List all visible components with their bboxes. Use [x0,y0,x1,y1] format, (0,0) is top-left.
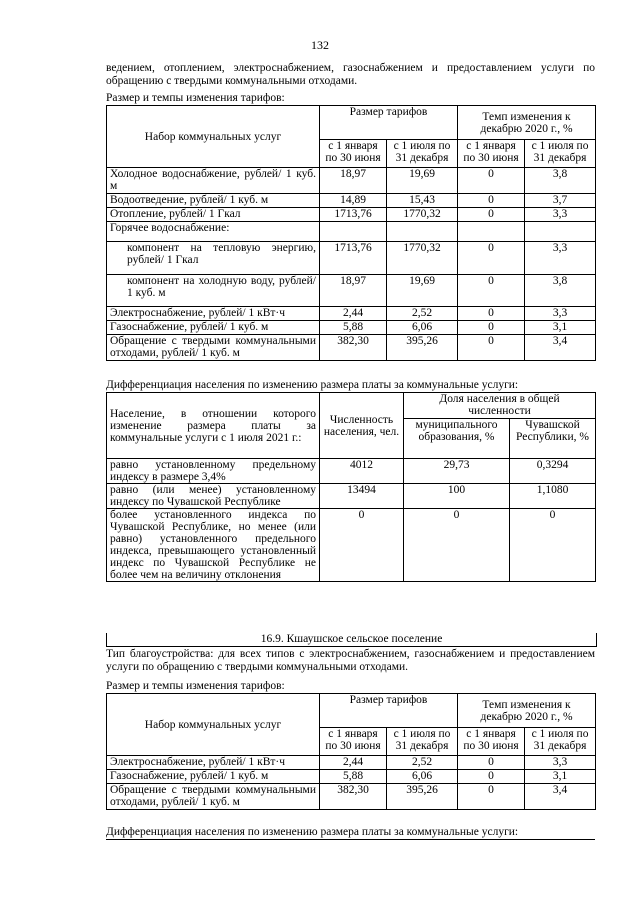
row-label: Обращение с твердыми коммунальными отходами, рублей/ 1 куб. м [107,335,320,361]
value-jan-jun: 5,88 [320,770,387,784]
rate-jul-dec: 3,1 [525,770,596,784]
row-label: Обращение с твердыми коммунальными отходами, рублей/ 1 куб. м [107,784,320,810]
row-label: Электроснабжение, рублей/ 1 кВт·ч [107,756,320,770]
rate-jan-jun: 0 [458,242,525,275]
rate-jan-jun: 0 [458,208,525,222]
table-row [107,242,596,275]
row-label: Горячее водоснабжение: [107,222,320,242]
table-row [107,509,596,582]
header-col3: с 1 января по 30 июня [458,728,525,756]
rate-jan-jun: 0 [458,321,525,335]
row-label: компонент на тепловую энергию, рублей/ 1 Гкал [107,242,320,275]
population-count: 0 [320,509,404,582]
value-jan-jun: 14,89 [320,194,387,208]
header-services: Набор коммунальных услуг [107,106,320,168]
header-col1: с 1 января по 30 июня [320,140,387,168]
header-col4: с 1 июля по 31 декабря [525,728,596,756]
table-row [107,275,596,307]
value-jan-jun: 1713,76 [320,242,387,275]
rate-jul-dec: 3,4 [525,335,596,361]
table-row [107,484,596,509]
value-jul-dec [387,222,458,242]
population-count: 13494 [320,484,404,509]
header-population: Население, в отношении которого изменение размера платы за коммунальные услуги с 1 июля 2021 г.: [107,393,320,459]
diff-table [106,392,596,582]
section-title: 16.9. Кшаушское сельское поселение [106,633,597,647]
rate-jul-dec [525,222,596,242]
table-row [107,784,596,810]
value-jul-dec: 1770,32 [387,208,458,222]
table-row [107,307,596,321]
rate-jan-jun: 0 [458,756,525,770]
value-jul-dec: 15,43 [387,194,458,208]
rate-jan-jun: 0 [458,770,525,784]
value-jul-dec: 1770,32 [387,242,458,275]
table-row [107,208,596,222]
header-republic: Чувашской Республики, % [510,419,596,459]
rate-jan-jun [458,222,525,242]
rate-jul-dec: 3,1 [525,321,596,335]
share-municipal: 0 [404,509,510,582]
value-jan-jun: 382,30 [320,335,387,361]
row-label: равно (или менее) установленному индексу по Чувашской Республике [107,484,320,509]
table-row [107,222,596,242]
row-label: компонент на холодную воду, рублей/ 1 куб. м [107,275,320,307]
row-label: Электроснабжение, рублей/ 1 кВт·ч [107,307,320,321]
rate-jul-dec: 3,3 [525,242,596,275]
row-label: более установленного индекса по Чувашской Республике, но менее (или равно) установленного предельного индекса, превышающего установленный индекс по Чувашской Республике не более чем на величину отклонения [107,509,320,582]
value-jul-dec: 6,06 [387,770,458,784]
header-rate: Темп изменения к декабрю 2020 г., % [458,694,596,728]
share-municipal: 100 [404,484,510,509]
rate-jan-jun: 0 [458,194,525,208]
header-size: Размер тарифов [320,694,458,728]
table-row [107,335,596,361]
value-jan-jun: 2,44 [320,756,387,770]
rate-jan-jun: 0 [458,307,525,321]
rate-jul-dec: 3,3 [525,307,596,321]
header-share: Доля населения в общей численности [404,393,596,419]
header-services: Набор коммунальных услуг [107,694,320,756]
rate-jul-dec: 3,4 [525,784,596,810]
value-jul-dec: 6,06 [387,321,458,335]
header-col4: с 1 июля по 31 декабря [525,140,596,168]
header-col3: с 1 января по 30 июня [458,140,525,168]
share-republic: 0 [510,509,596,582]
page-number: 132 [311,38,329,52]
rate-jan-jun: 0 [458,335,525,361]
header-count: Численность населения, чел. [320,393,404,459]
table-row [107,756,596,770]
row-label: Холодное водоснабжение, рублей/ 1 куб. м [107,168,320,194]
tariff-table-2 [106,693,596,810]
value-jan-jun: 1713,76 [320,208,387,222]
rate-jul-dec: 3,8 [525,168,596,194]
value-jan-jun: 2,44 [320,307,387,321]
tariffs-caption-2: Размер и темпы изменения тарифов: [106,680,595,694]
header-col1: с 1 января по 30 июня [320,728,387,756]
value-jul-dec: 19,69 [387,275,458,307]
value-jul-dec: 2,52 [387,756,458,770]
rate-jan-jun: 0 [458,784,525,810]
share-municipal: 29,73 [404,459,510,484]
row-label: Отопление, рублей/ 1 Гкал [107,208,320,222]
value-jan-jun: 5,88 [320,321,387,335]
row-label: Газоснабжение, рублей/ 1 куб. м [107,321,320,335]
share-republic: 0,3294 [510,459,596,484]
value-jul-dec: 19,69 [387,168,458,194]
table-row [107,770,596,784]
value-jul-dec: 395,26 [387,784,458,810]
table-row [107,168,596,194]
tariff-table-1 [106,105,596,361]
value-jan-jun: 382,30 [320,784,387,810]
rate-jul-dec: 3,8 [525,275,596,307]
section-paragraph: Тип благоустройства: для всех типов с электроснабжением, газоснабжением и предоставлением услуги по обращению с твердыми коммунальными отходами. [106,648,595,673]
rate-jul-dec: 3,3 [525,756,596,770]
share-republic: 1,1080 [510,484,596,509]
row-label: равно установленному предельному индексу в размере 3,4% [107,459,320,484]
header-municipal: муниципального образования, % [404,419,510,459]
header-rate: Темп изменения к декабрю 2020 г., % [458,106,596,140]
rate-jul-dec: 3,7 [525,194,596,208]
table-row [107,194,596,208]
rate-jan-jun: 0 [458,275,525,307]
rate-jan-jun: 0 [458,168,525,194]
header-col2: с 1 июля по 31 декабря [387,728,458,756]
value-jan-jun: 18,97 [320,168,387,194]
diff-caption-1: Дифференциация населения по изменению размера платы за коммунальные услуги: [106,379,595,393]
value-jan-jun: 18,97 [320,275,387,307]
value-jan-jun [320,222,387,242]
table-row [107,321,596,335]
population-count: 4012 [320,459,404,484]
tariffs-caption-1: Размер и темпы изменения тарифов: [106,92,595,106]
header-size: Размер тарифов [320,106,458,140]
value-jul-dec: 2,52 [387,307,458,321]
value-jul-dec: 395,26 [387,335,458,361]
table-row [107,459,596,484]
intro-paragraph: ведением, отоплением, электроснабжением, газоснабжением и предоставлением услуги по обращению с твердыми коммунальными отходами. [106,62,595,87]
row-label: Водоотведение, рублей/ 1 куб. м [107,194,320,208]
diff-caption-2: Дифференциация населения по изменению размера платы за коммунальные услуги: [106,826,595,840]
rate-jul-dec: 3,3 [525,208,596,222]
header-col2: с 1 июля по 31 декабря [387,140,458,168]
row-label: Газоснабжение, рублей/ 1 куб. м [107,770,320,784]
